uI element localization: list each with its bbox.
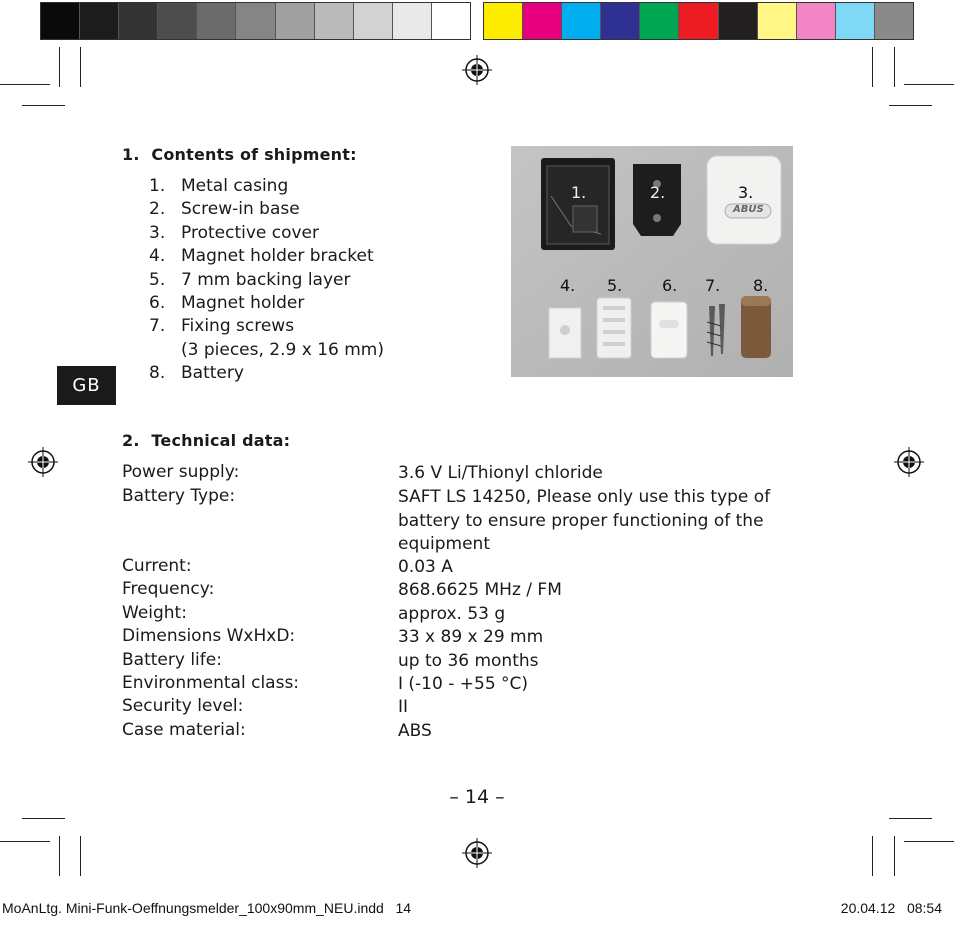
photo-label-8: 8. xyxy=(753,276,769,295)
grayscale-color-bar xyxy=(40,2,471,40)
crop-mark xyxy=(59,47,60,87)
spec-value: 33 x 89 x 29 mm xyxy=(398,627,544,647)
color-swatch xyxy=(719,3,758,39)
crop-mark xyxy=(80,836,81,876)
spec-label: Case material: xyxy=(122,720,246,740)
list-item-text: Fixing screws xyxy=(181,316,295,336)
list-item-text: Metal casing xyxy=(181,176,289,196)
photo-label-2: 2. xyxy=(650,183,666,202)
color-swatch xyxy=(276,3,315,39)
photo-label-7: 7. xyxy=(705,276,721,295)
photo-label-4: 4. xyxy=(560,276,576,295)
spec-value: 0.03 A xyxy=(398,557,453,577)
registration-target-icon xyxy=(894,447,924,477)
spec-label: Environmental class: xyxy=(122,673,300,693)
list-item-text: Screw-in base xyxy=(181,199,300,219)
spec-label: Power supply: xyxy=(122,462,240,482)
list-item-text: Protective cover xyxy=(181,223,320,243)
list-item-text: (3 pieces, 2.9 x 16 mm) xyxy=(181,340,384,360)
color-swatch xyxy=(236,3,275,39)
section2-number: 2. xyxy=(122,431,140,450)
slug-datetime: 20.04.12 08:54 xyxy=(840,900,942,916)
color-swatch xyxy=(758,3,797,39)
color-swatch xyxy=(601,3,640,39)
color-swatch xyxy=(41,3,80,39)
color-swatch xyxy=(197,3,236,39)
spec-value: up to 36 months xyxy=(398,651,539,671)
crop-mark xyxy=(80,47,81,87)
crop-mark xyxy=(904,841,954,842)
spec-value: I (-10 - +55 °C) xyxy=(398,674,529,694)
spec-value: 868.6625 MHz / FM xyxy=(398,580,562,600)
spec-label: Frequency: xyxy=(122,579,215,599)
spec-label: Battery life: xyxy=(122,650,222,670)
photo-label-1: 1. xyxy=(571,183,587,202)
color-swatch xyxy=(836,3,875,39)
photo-label-5: 5. xyxy=(607,276,623,295)
crop-mark xyxy=(904,84,954,85)
crop-mark xyxy=(872,836,873,876)
section1-heading xyxy=(122,145,357,164)
crop-mark xyxy=(0,841,50,842)
color-swatch xyxy=(315,3,354,39)
color-swatch xyxy=(432,3,470,39)
product-photo xyxy=(511,146,793,377)
spec-value: SAFT LS 14250, Please only use this type of battery to ensure proper functioning of the equipment xyxy=(398,487,771,554)
list-item-number: 8. xyxy=(149,363,166,383)
list-item-text: Magnet holder bracket xyxy=(181,246,374,266)
section1-title: Contents of shipment: xyxy=(151,145,357,164)
list-item-number: 6. xyxy=(149,293,166,313)
crop-mark xyxy=(0,84,50,85)
list-item-number: 7. xyxy=(149,316,166,336)
registration-target-icon xyxy=(462,55,492,85)
list-item-text: Magnet holder xyxy=(181,293,305,313)
spec-value: II xyxy=(398,697,409,717)
spec-label: Current: xyxy=(122,556,192,576)
list-item-number: 4. xyxy=(149,246,166,266)
color-swatch xyxy=(797,3,836,39)
color-swatch xyxy=(640,3,679,39)
slug-filename: MoAnLtg. Mini-Funk-Oeffnungsmelder_100x90mm_NEU.indd 14 xyxy=(2,900,412,916)
color-swatch xyxy=(393,3,432,39)
list-item-text: Battery xyxy=(181,363,244,383)
crop-mark xyxy=(894,47,895,87)
crop-mark xyxy=(22,818,65,819)
list-item-number: 5. xyxy=(149,270,166,290)
spec-value: approx. 53 g xyxy=(398,604,506,624)
list-item-number: 2. xyxy=(149,199,166,219)
registration-target-icon xyxy=(462,838,492,868)
spec-value: ABS xyxy=(398,721,432,741)
registration-target-icon xyxy=(28,447,58,477)
list-item-number: 1. xyxy=(149,176,166,196)
color-swatch xyxy=(523,3,562,39)
spec-label: Security level: xyxy=(122,696,244,716)
crop-mark xyxy=(889,105,932,106)
crop-mark xyxy=(22,105,65,106)
spec-label: Dimensions WxHxD: xyxy=(122,626,296,646)
crop-mark xyxy=(894,836,895,876)
color-swatch xyxy=(80,3,119,39)
spec-label: Weight: xyxy=(122,603,187,623)
crop-mark xyxy=(872,47,873,87)
section2-heading xyxy=(122,431,290,450)
color-swatch xyxy=(484,3,523,39)
spec-label: Battery Type: xyxy=(122,486,236,506)
color-swatch xyxy=(679,3,718,39)
language-tab: GB xyxy=(57,366,116,405)
color-swatch xyxy=(119,3,158,39)
color-swatch xyxy=(354,3,393,39)
color-swatch xyxy=(875,3,913,39)
crop-mark xyxy=(59,836,60,876)
spec-value: 3.6 V Li/Thionyl chloride xyxy=(398,463,603,483)
photo-logo: ABUS xyxy=(733,204,764,215)
crop-mark xyxy=(889,818,932,819)
list-item-text: 7 mm backing layer xyxy=(181,270,351,290)
color-swatch xyxy=(562,3,601,39)
product-photo-illustration xyxy=(511,146,793,377)
section1-number: 1. xyxy=(122,145,140,164)
photo-label-6: 6. xyxy=(662,276,678,295)
color-swatch xyxy=(158,3,197,39)
section2-title: Technical data: xyxy=(151,431,291,450)
photo-label-3: 3. xyxy=(738,183,754,202)
page-number: – 14 – xyxy=(449,786,505,808)
list-item-number: 3. xyxy=(149,223,166,243)
process-color-bar xyxy=(483,2,914,40)
